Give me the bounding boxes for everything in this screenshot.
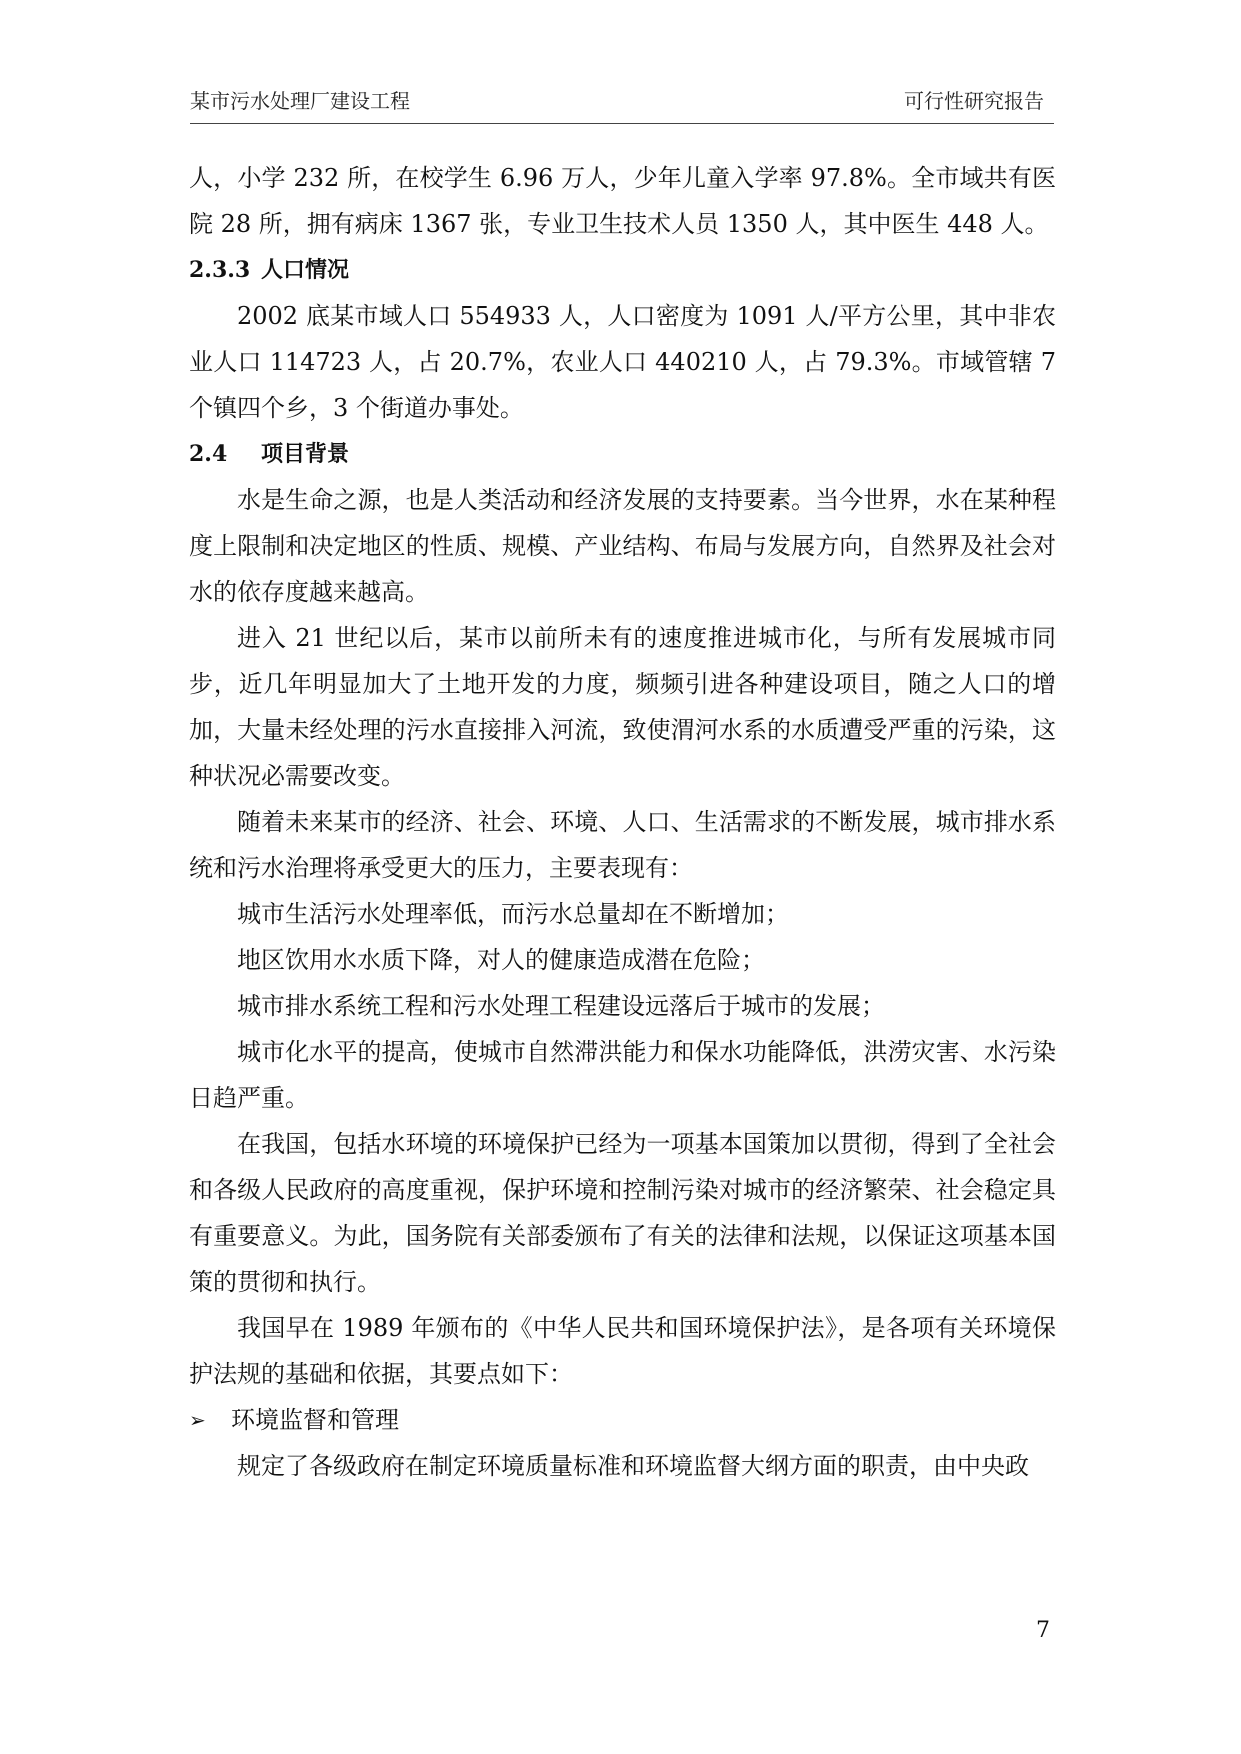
document-type: 可行性研究报告 bbox=[904, 89, 1044, 113]
header-divider bbox=[190, 123, 1054, 124]
document-title: 某市污水处理厂建设工程 bbox=[190, 89, 410, 113]
section-heading-2-3-3 bbox=[189, 247, 1056, 293]
paragraph-education-continued: 人，小学 232 所，在校学生 6.96 万人，少年儿童入学率 97.8%。全市域共有医院 28 所，拥有病床 1367 张，专业卫生技术人员 1350 人，其中医生 448 人。 bbox=[189, 164, 1056, 238]
bullet-item bbox=[189, 1397, 1056, 1443]
section-title: 人口情况 bbox=[261, 257, 350, 283]
pressure-item: 城市生活污水处理率低，而污水总量却在不断增加； bbox=[237, 900, 789, 928]
page-header bbox=[190, 88, 1044, 118]
paragraph-environmental-law: 我国早在 1989 年颁布的《中华人民共和国环境保护法》，是各项有关环境保护法规的基础和依据，其要点如下： bbox=[189, 1314, 1056, 1388]
arrow-bullet-icon: ➢ bbox=[189, 1408, 206, 1432]
paragraph-supervision: 规定了各级政府在制定环境质量标准和环境监督大纲方面的职责，由中央政 bbox=[237, 1452, 1029, 1480]
section-number: 2.4 bbox=[189, 441, 228, 467]
paragraph-population: 2002 底某市域人口 554933 人，人口密度为 1091 人/平方公里，其中非农业人口 114723 人，占 20.7%，农业人口 440210 人，占 79.3%。市域管辖 7 个镇四个乡，3 个街道办事处。 bbox=[189, 302, 1056, 422]
pressure-item: 城市化水平的提高，使城市自然滞洪能力和保水功能降低，洪涝灾害、水污染日趋严重。 bbox=[189, 1038, 1056, 1112]
paragraph-water-importance: 水是生命之源，也是人类活动和经济发展的支持要素。当今世界，水在某种程度上限制和决定地区的性质、规模、产业结构、布局与发展方向，自然界及社会对水的依存度越来越高。 bbox=[189, 486, 1056, 606]
pressure-item: 城市排水系统工程和污水处理工程建设远落后于城市的发展； bbox=[237, 992, 885, 1020]
paragraph-urbanization: 进入 21 世纪以后，某市以前所未有的速度推进城市化，与所有发展城市同步，近几年明显加大了土地开发的力度，频频引进各种建设项目，随之人口的增加，大量未经处理的污水直接排入河流，致使渭河水系的水质遭受严重的污染，这种状况必需要改变。 bbox=[189, 624, 1056, 790]
page-number: 7 bbox=[1036, 1618, 1050, 1643]
paragraph-pressure-intro: 随着未来某市的经济、社会、环境、人口、生活需求的不断发展，城市排水系统和污水治理将承受更大的压力，主要表现有： bbox=[189, 808, 1056, 882]
bullet-text: 环境监督和管理 bbox=[231, 1406, 399, 1434]
section-title: 项目背景 bbox=[261, 441, 350, 467]
section-heading-2-4 bbox=[189, 431, 1056, 477]
page-body bbox=[189, 155, 1056, 1489]
pressure-item: 地区饮用水水质下降，对人的健康造成潜在危险； bbox=[237, 946, 765, 974]
paragraph-national-policy: 在我国，包括水环境的环境保护已经为一项基本国策加以贯彻，得到了全社会和各级人民政府的高度重视，保护环境和控制污染对城市的经济繁荣、社会稳定具有重要意义。为此，国务院有关部委颁布了有关的法律和法规，以保证这项基本国策的贯彻和执行。 bbox=[189, 1130, 1056, 1296]
section-number: 2.3.3 bbox=[189, 257, 251, 283]
